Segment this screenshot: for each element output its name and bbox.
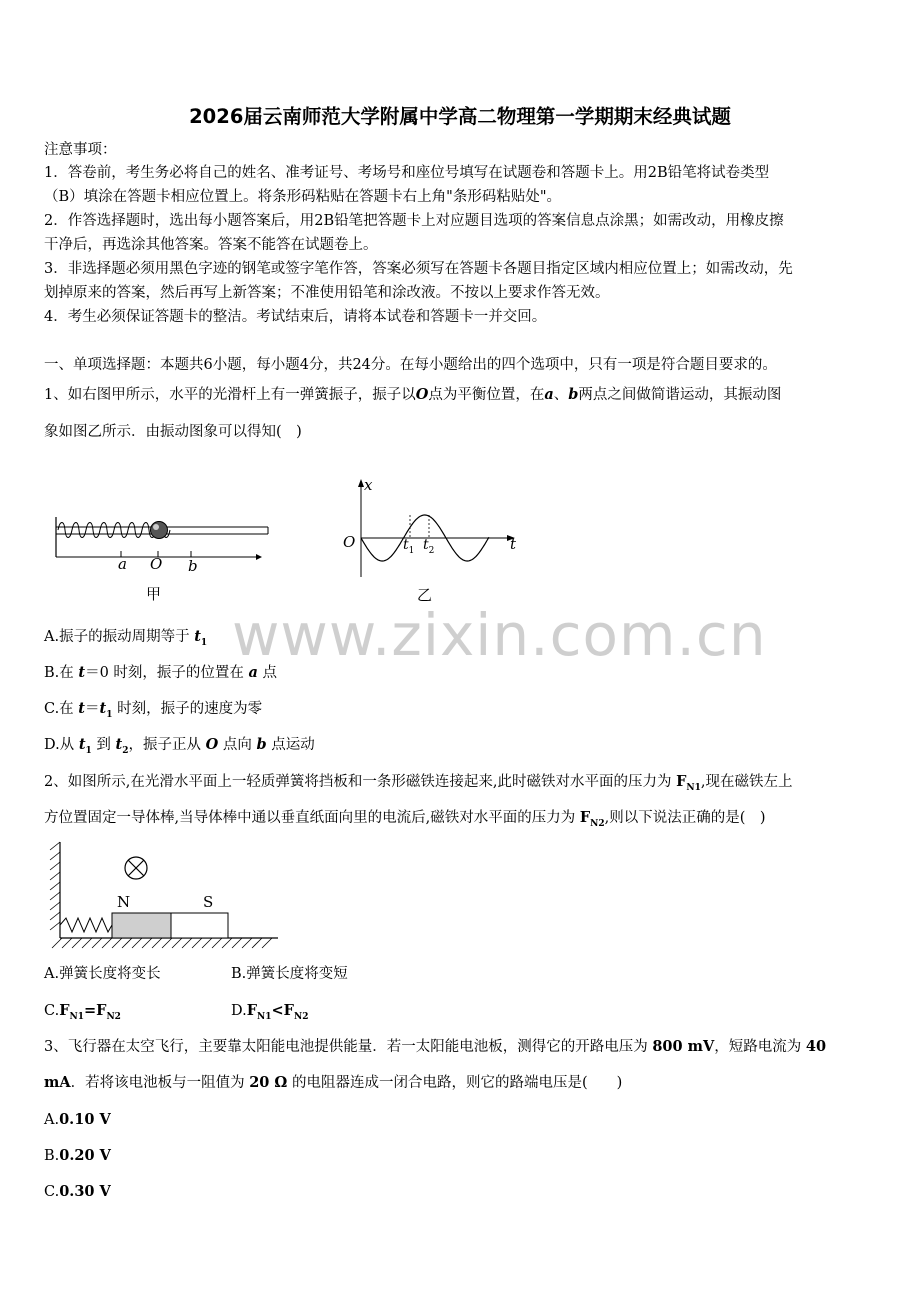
section-heading: 一、单项选择题：本题共6小题，每小题4分，共24分。在每小题给出的四个选项中，只有一项是符合题目要求的。 bbox=[44, 357, 777, 373]
q3-stem-line-2: mA．若将该电池板与一阻值为 20 Ω 的电阻器连成一闭合电路，则它的路端电压是( ) bbox=[44, 1074, 623, 1091]
label-O: O bbox=[150, 555, 163, 573]
q2-stem-line-1: 2、如图所示,在光滑水平面上一轻质弹簧将挡板和一条形磁铁连接起来,此时磁铁对水平面的压力为 $F_{N1}$,现在磁铁左上 bbox=[44, 773, 793, 793]
caption-jia: 甲 bbox=[146, 585, 162, 603]
notice-line-1: 1．答卷前，考生务必将自己的姓名、准考证号、考场号和座位号填写在试题卷和答题卡上。用2B铅笔将试卷类型 bbox=[44, 165, 770, 181]
q2-option-c[interactable]: $C.F_{N1}=F_{N2}$ bbox=[44, 1002, 121, 1022]
q2-stem-line-2: 方位置固定一导体棒,当导体棒中通以垂直纸面向里的电流后,磁铁对水平面的压力为 $F_{N2}$,则以下说法正确的是( ) bbox=[44, 809, 766, 829]
q3-option-a[interactable]: A.0.10 V bbox=[44, 1111, 111, 1128]
q3-option-b[interactable]: B.0.20 V bbox=[44, 1147, 111, 1164]
page-title: 2026届云南师范大学附属中学高二物理第一学期期末经典试题 bbox=[189, 105, 731, 128]
t2-label: $t_2$ bbox=[423, 537, 435, 556]
axis-t-label: t bbox=[510, 535, 517, 553]
origin-label: O bbox=[343, 533, 356, 551]
label-b: b bbox=[188, 557, 198, 575]
notice-line-5: 3．非选择题必须用黑色字迹的钢笔或签字笔作答，答案必须写在答题卡各题目指定区域内相应位置上；如需改动，先 bbox=[44, 261, 793, 277]
notice-line-6: 划掉原来的答案，然后再写上新答案；不准使用铅笔和涂改液。不按以上要求作答无效。 bbox=[44, 285, 610, 301]
q2-option-b[interactable]: B.弹簧长度将变短 bbox=[231, 966, 348, 982]
label-a: a bbox=[118, 555, 127, 573]
watermark: www.zixin.com.cn bbox=[232, 601, 767, 669]
notice-heading: 注意事项： bbox=[44, 142, 117, 158]
q2-option-d[interactable]: $D.F_{N1}<F_{N2}$ bbox=[231, 1002, 309, 1022]
notice-line-2: （B）填涂在答题卡相应位置上。将条形码粘贴在答题卡右上角"条形码粘贴处"。 bbox=[44, 189, 561, 205]
notice-line-4: 干净后，再选涂其他答案。答案不能答在试题卷上。 bbox=[44, 237, 378, 253]
caption-yi: 乙 bbox=[417, 586, 433, 604]
q2-option-a[interactable]: A.弹簧长度将变长 bbox=[44, 966, 161, 982]
notice-line-7: 4．考生必须保证答题卡的整洁。考试结束后，请将本试卷和答题卡一并交回。 bbox=[44, 309, 547, 325]
q1-option-d[interactable]: D.从 $t_1$ 到 $t_2$，振子正从 O 点向 b 点运动 bbox=[44, 736, 315, 756]
notice-line-3: 2．作答选择题时，选出每小题答案后，用2B铅笔把答题卡上对应题目选项的答案信息点涂黑；如需改动，用橡皮擦 bbox=[44, 213, 784, 229]
q1-option-b[interactable]: B.在 t＝0 时刻，振子的位置在 a 点 bbox=[44, 664, 278, 681]
pole-s-label: S bbox=[203, 893, 214, 911]
q1-stem-line-1: 1、如右图甲所示，水平的光滑杆上有一弹簧振子，振子以O点为平衡位置，在a、b两点之间做简谐运动，其振动图 bbox=[44, 386, 782, 403]
axis-x-label: x bbox=[364, 476, 373, 494]
q1-stem-line-2: 象如图乙所示．由振动图象可以得知( ) bbox=[44, 424, 302, 440]
magnet-figure bbox=[44, 838, 284, 953]
q3-stem-line-1: 3、飞行器在太空飞行，主要靠太阳能电池提供能量．若一太阳能电池板，测得它的开路电压为 800 mV，短路电流为 40 bbox=[44, 1038, 827, 1055]
q3-option-c[interactable]: C.0.30 V bbox=[44, 1183, 111, 1200]
q1-option-a[interactable]: A.振子的振动周期等于 $t_1$ bbox=[44, 628, 208, 648]
pole-n-label: N bbox=[117, 893, 131, 911]
t1-label: $t_1$ bbox=[403, 537, 415, 556]
q1-option-c[interactable]: C.在 $t=t_1$ 时刻，振子的速度为零 bbox=[44, 700, 263, 720]
